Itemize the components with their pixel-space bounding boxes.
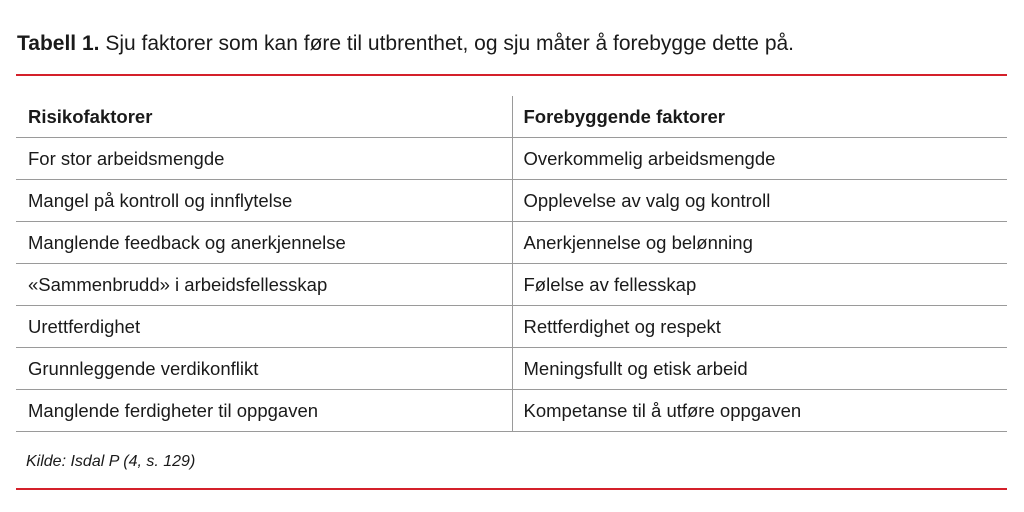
table-row [16,222,1007,264]
table-row [16,264,1007,306]
caption-text: Sju faktorer som kan føre til utbrenthet, og sju måter å forebygge dette på. [99,32,795,55]
prevention-factor-cell: Kompetanse til å utføre oppgaven [512,390,1007,432]
risk-factor-cell: Mangel på kontroll og innflytelse [16,180,512,222]
table-row [16,138,1007,180]
table-row [16,348,1007,390]
column-header-risk: Risikofaktorer [16,96,512,138]
risk-factor-cell: Grunnleggende verdikonflikt [16,348,512,390]
factors-table [16,96,1007,432]
column-header-prevention: Forebyggende faktorer [512,96,1007,138]
table-header-row [16,96,1007,138]
prevention-factor-cell: Meningsfullt og etisk arbeid [512,348,1007,390]
prevention-factor-cell: Overkommelig arbeidsmengde [512,138,1007,180]
top-divider [16,74,1007,76]
risk-factor-cell: Urettferdighet [16,306,512,348]
prevention-factor-cell: Opplevelse av valg og kontroll [512,180,1007,222]
source-note: Kilde: Isdal P (4, s. 129) [26,453,196,470]
risk-factor-cell: For stor arbeidsmengde [16,138,512,180]
risk-factor-cell: Manglende ferdigheter til oppgaven [16,390,512,432]
prevention-factor-cell: Rettferdighet og respekt [512,306,1007,348]
caption-label: Tabell 1. [17,32,100,55]
risk-factor-cell: Manglende feedback og anerkjennelse [16,222,512,264]
prevention-factor-cell: Anerkjennelse og belønning [512,222,1007,264]
risk-factor-cell: «Sammenbrudd» i arbeidsfellesskap [16,264,512,306]
table-row [16,180,1007,222]
table-caption [17,30,794,58]
table-row [16,390,1007,432]
prevention-factor-cell: Følelse av fellesskap [512,264,1007,306]
table-row [16,306,1007,348]
bottom-divider [16,488,1007,490]
